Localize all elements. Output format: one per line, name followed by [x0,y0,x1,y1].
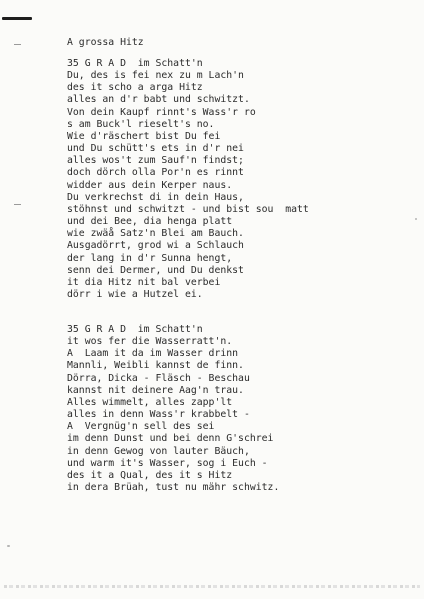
poem-line: Alles wimmelt, alles zapp'lt [67,396,233,408]
margin-tick-mark [14,204,21,205]
stanza-2 [67,324,279,494]
poem-line: Dörra, Dicka - Fläsch - Beschau [67,372,250,384]
poem-line: und Du schütt's ets in d'r nei [67,143,244,155]
poem-line: 35 G R A D im Schatt'n [67,324,203,335]
poem-line: doch dörch olla Por'n es rinnt [67,167,244,179]
stanza-1 [67,58,309,301]
poem-line: und warm it's Wasser, sog i Euch - [67,457,268,469]
poem-line: Von dein Kaupf rinnt's Wass'r ro [67,106,256,118]
poem-line: stöhnst und schwitzt - und bist sou matt [67,203,309,215]
page-top-mark [2,17,32,20]
poem-line: alles in denn Wass'r krabbelt - [67,409,250,421]
poem-line: Du, des is fei nex zu m Lach'n [67,70,244,82]
poem-line: in dera Brüah, tust nu mähr schwitz. [67,482,280,494]
poem-line: s am Buck'l rieselt's no. [67,118,215,130]
poem-line: it dia Hitz nit bal verbei [67,276,221,288]
poem-line: im denn Dunst und bei denn G'schrei [67,433,274,445]
poem-line: A Vergnüg'n sell des sei [67,421,215,433]
poem-line: in denn Gewog von lauter Bäuch, [67,445,250,457]
scan-edge-noise [4,585,420,588]
poem-line: Du verkrechst di in dein Haus, [67,191,244,203]
poem-line: kannst nit deinere Aag'n trau. [67,384,244,396]
poem-line: 35 G R A D im Schatt'n [67,58,203,69]
poem-line: und dei Bee, dia henga platt [67,216,233,228]
poem-line: alles wos't zum Sauf'n findst; [67,155,244,167]
poem-line: widder aus dein Kerper naus. [67,179,233,191]
poem-line: A Laam it da im Wasser drinn [67,348,239,360]
paper-speck [7,545,10,547]
poem-line: Wie d'räschert bist Du fei [67,130,221,142]
paper-speck [415,218,417,220]
poem-line: alles an d'r babt und schwitzt. [67,94,250,106]
poem-line: it wos fer die Wasserratt'n. [67,336,233,348]
poem-line: Ausgadörrt, grod wi a Schlauch [67,240,244,252]
poem-line: wie zwäå Satz'n Blei am Bauch. [67,228,244,240]
poem-line: senn dei Dermer, und Du denkst [67,264,244,276]
margin-tick-mark [14,44,21,45]
poem-line: dörr i wie a Hutzel ei. [67,288,203,300]
poem-line: Mannli, Weibli kannst de finn. [67,360,244,372]
poem-line: des it a Qual, des it s Hitz [67,469,233,481]
poem-title: A grossa Hitz [67,37,144,48]
poem-line: des it scho a arga Hitz [67,82,203,94]
poem-line: der lang in d'r Sunna hengt, [67,252,233,264]
